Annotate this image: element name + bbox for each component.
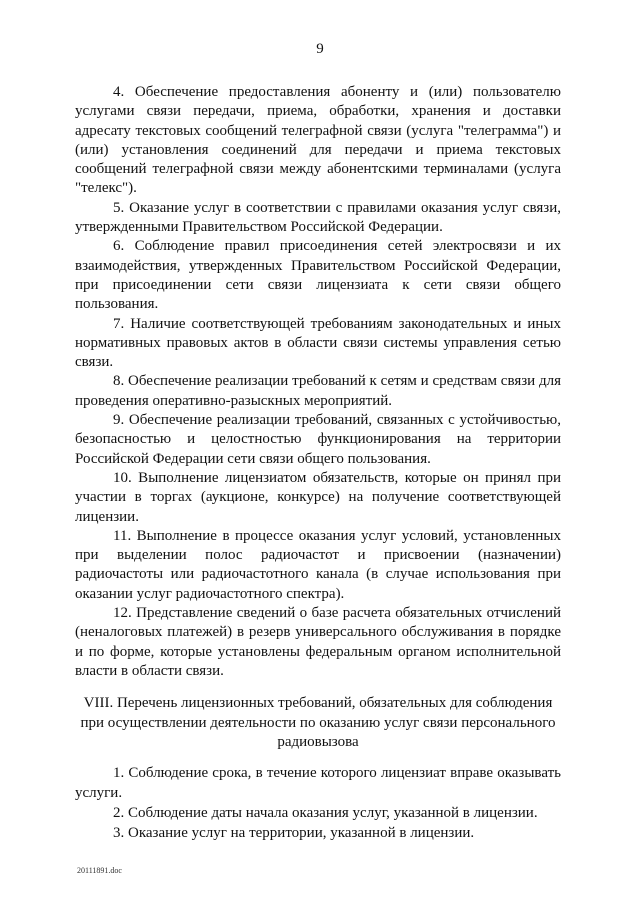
paragraph-item-6: 6. Соблюдение правил присоединения сетей электросвязи и их взаимодействия, утвержденных Правительством Российской Федерации, при присоединении сети связи лицензиата к сети связи общего пользования. [75,238,561,313]
paragraph-item-9: 9. Обеспечение реализации требований, связанных с устойчивостью, безопасностью и целостностью функционирования на территории Российской Федерации сети связи общего пользования. [75,412,561,467]
paragraph-item-8: 8. Обеспечение реализации требований к сетям и средствам связи для проведения оперативно-разыскных мероприятий. [75,373,561,409]
paragraph-item-11: 11. Выполнение в процессе оказания услуг условий, установленных при выделении полос радиочастот и присвоении (назначении) радиочастоты или радиочастотного канала (в случае использования при оказании услуг радиочастотного спектра). [75,527,561,602]
section-heading: VIII. Перечень лицензионных требований, обязательных для соблюдения при осуществлении деятельности по оказанию услуг связи персонального радиовызова [80,695,556,750]
section-paragraph-item-2: 2. Соблюдение даты начала оказания услуг, указанной в лицензии. [113,805,538,821]
section-paragraph-item-3: 3. Оказание услуг на территории, указанной в лицензии. [113,825,475,841]
requirements-list [75,83,561,681]
section-paragraph-item-1: 1. Соблюдение срока, в течение которого лицензиат вправе оказывать услуги. [75,765,561,801]
page-number: 9 [316,41,324,57]
paragraph-item-4: 4. Обеспечение предоставления абоненту и (или) пользователю услугами связи передачи, приема, обработки, хранения и доставки адресату текстовых сообщений телеграфной связи (услуга "телеграмма") и (или) установления соединений для передачи и приема текстовых сообщений телеграфной связи между абонентскими терминалами (услуга "телекс"). [75,84,561,197]
paragraph-item-12: 12. Представление сведений о базе расчета обязательных отчислений (неналоговых платежей) в резерв универсального обслуживания в порядке и по форме, которые установлены федеральным органом исполнительной власти в области связи. [75,605,561,679]
document-code: 20111891.doc [77,866,122,875]
paragraph-item-5: 5. Оказание услуг в соответствии с правилами оказания услуг связи, утвержденными Правительством Российской Федерации. [75,199,561,236]
paragraph-item-10: 10. Выполнение лицензиатом обязательств, которые он принял при участии в торгах (аукционе, конкурсе) на получение соответствующей лицензии. [75,469,561,525]
section-requirements-list [75,763,561,843]
paragraph-item-7: 7. Наличие соответствующей требованиям законодательных и иных нормативных правовых актов в области связи системы управления сетью связи. [75,315,561,371]
